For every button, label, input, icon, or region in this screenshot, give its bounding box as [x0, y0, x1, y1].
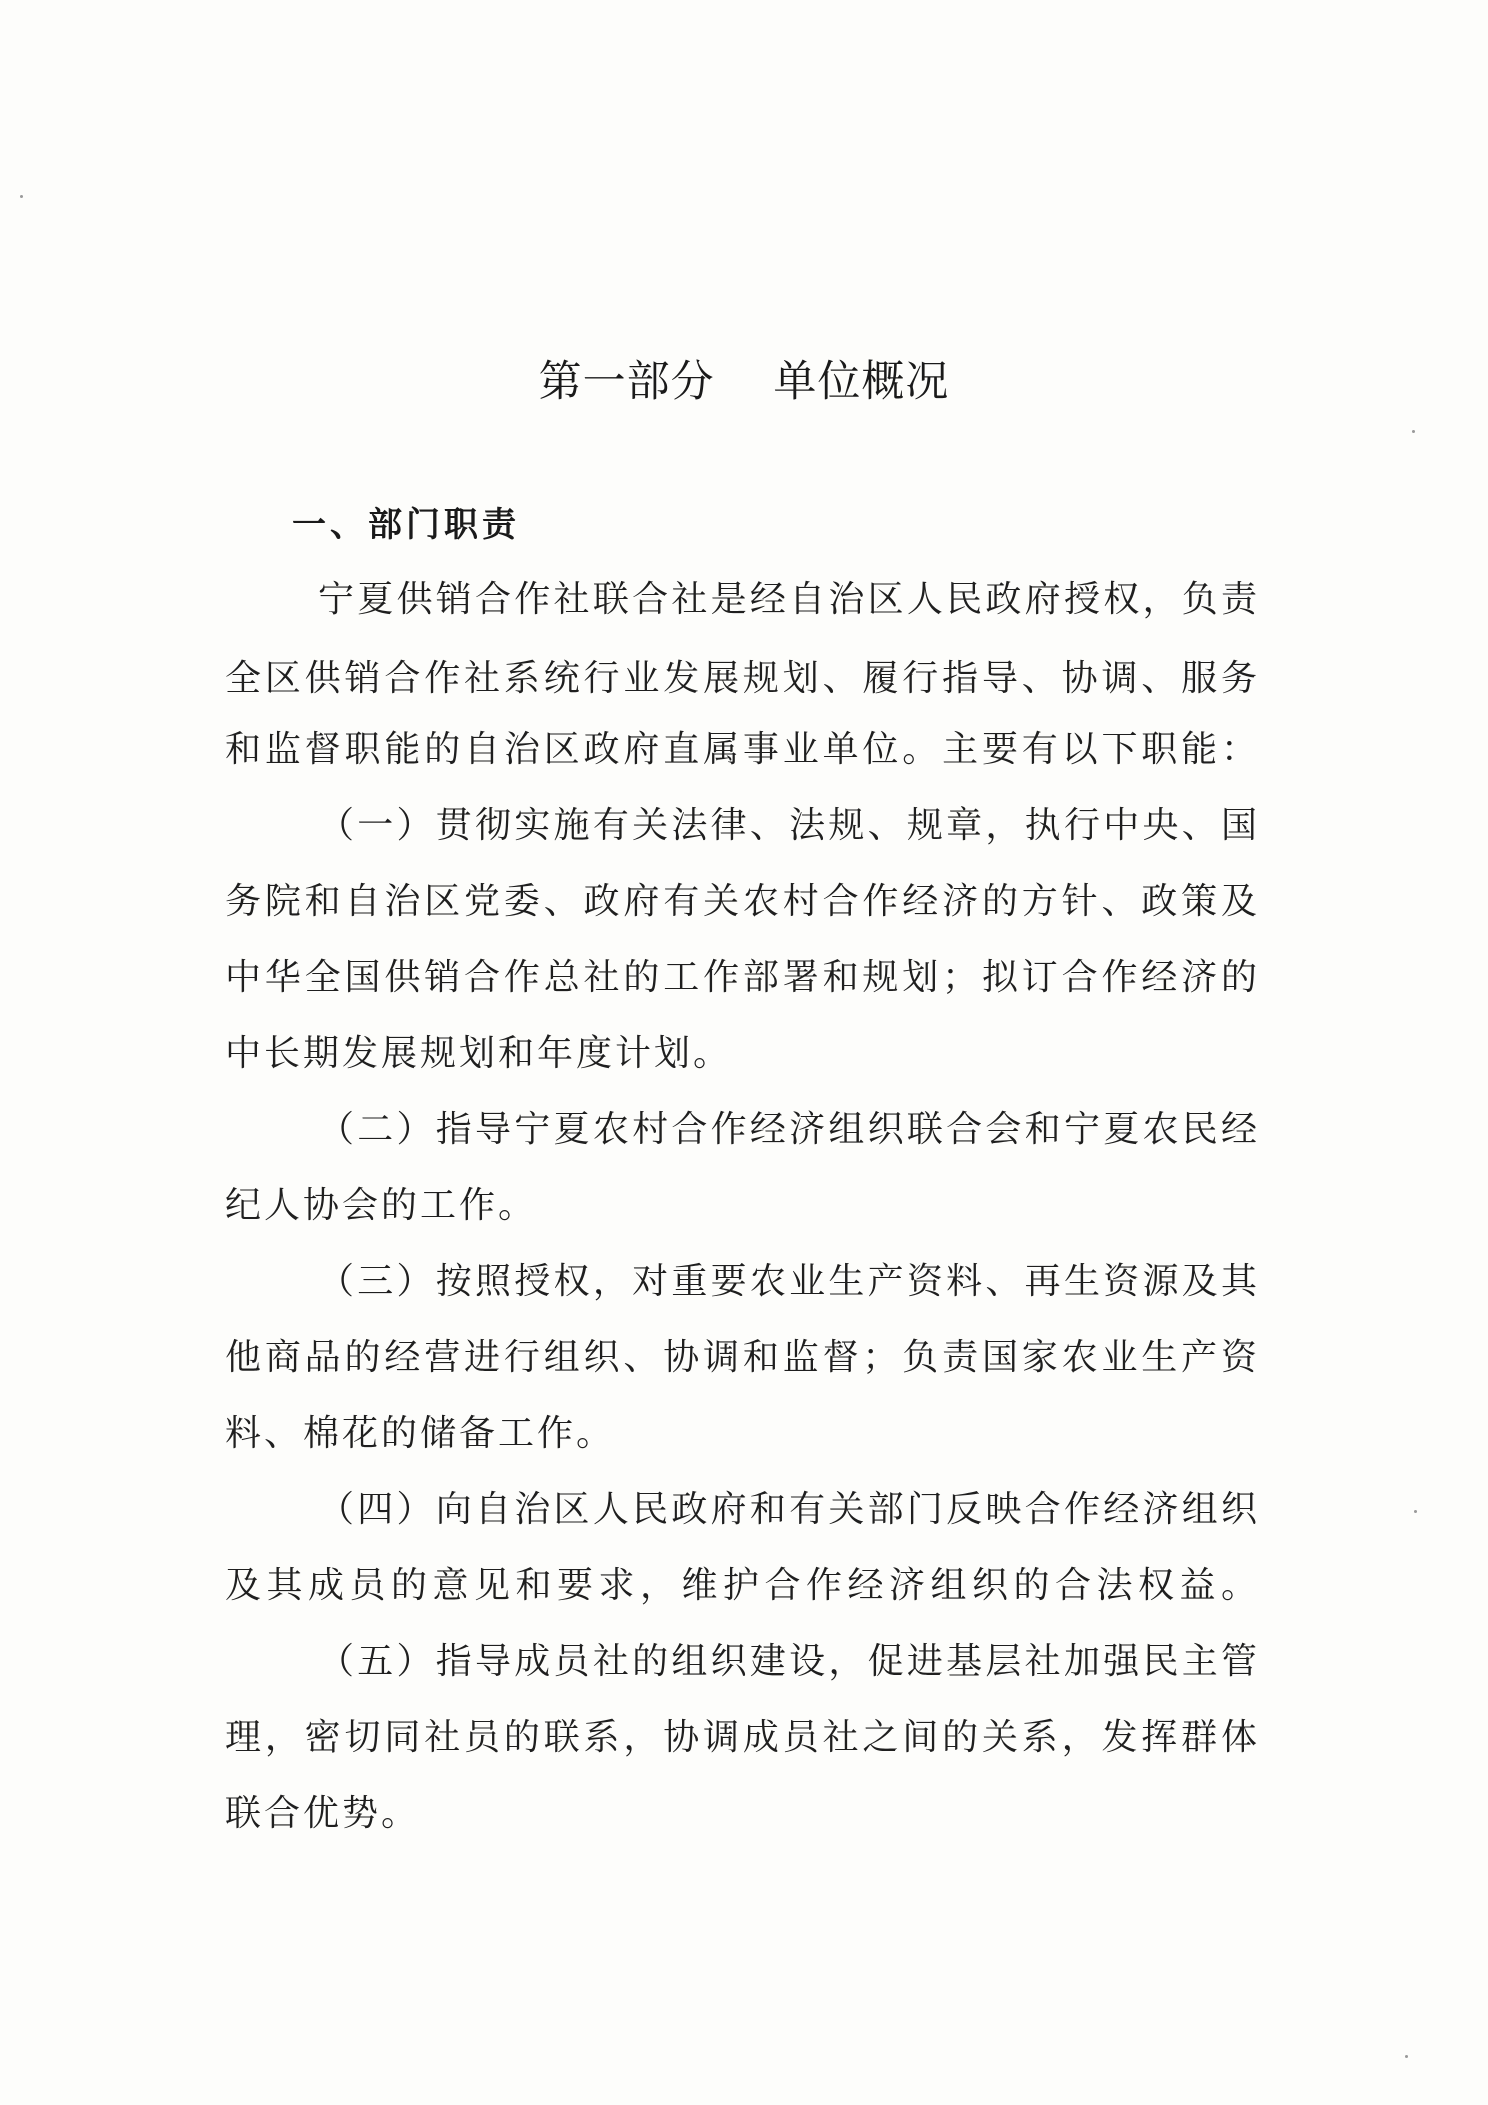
section-heading: 一、部门职责	[292, 505, 520, 545]
paragraph-line: 纪人协会的工作。	[225, 1185, 538, 1226]
paragraph-line: 及其成员的意见和要求，维护合作经济组织的合法权益。	[225, 1565, 1257, 1606]
page-title: 第一部分 单位概况	[538, 357, 950, 407]
paragraph-line: 中华全国供销合作总社的工作部署和规划；拟订合作经济的	[225, 957, 1257, 998]
paragraph-line: （五）指导成员社的组织建设，促进基层社加强民主管	[318, 1641, 1257, 1682]
paragraph-line: （四）向自治区人民政府和有关部门反映合作经济组织	[318, 1489, 1257, 1530]
paragraph-line: （二）指导宁夏农村合作经济组织联合会和宁夏农民经	[318, 1109, 1257, 1150]
paragraph-line: 全区供销合作社系统行业发展规划、履行指导、协调、服务	[225, 658, 1257, 699]
paragraph-line: 中长期发展规划和年度计划。	[225, 1033, 733, 1074]
paragraph-line: 联合优势。	[225, 1793, 421, 1834]
paragraph-line: 他商品的经营进行组织、协调和监督；负责国家农业生产资	[225, 1337, 1257, 1378]
paragraph-line: （三）按照授权，对重要农业生产资料、再生资源及其	[318, 1261, 1257, 1302]
paragraph-line: 理，密切同社员的联系，协调成员社之间的关系，发挥群体	[225, 1717, 1257, 1758]
scan-speck	[1412, 430, 1415, 433]
paragraph-line: 务院和自治区党委、政府有关农村合作经济的方针、政策及	[225, 881, 1257, 922]
paragraph-line: 料、棉花的储备工作。	[225, 1413, 616, 1454]
scan-speck	[1405, 2055, 1408, 2058]
paragraph-line: （一）贯彻实施有关法律、法规、规章，执行中央、国	[318, 805, 1257, 846]
scan-speck	[20, 195, 23, 198]
paragraph-line: 和监督职能的自治区政府直属事业单位。主要有以下职能：	[225, 729, 1257, 770]
scan-speck	[1414, 1510, 1417, 1513]
paragraph-line: 宁夏供销合作社联合社是经自治区人民政府授权，负责	[318, 579, 1257, 620]
